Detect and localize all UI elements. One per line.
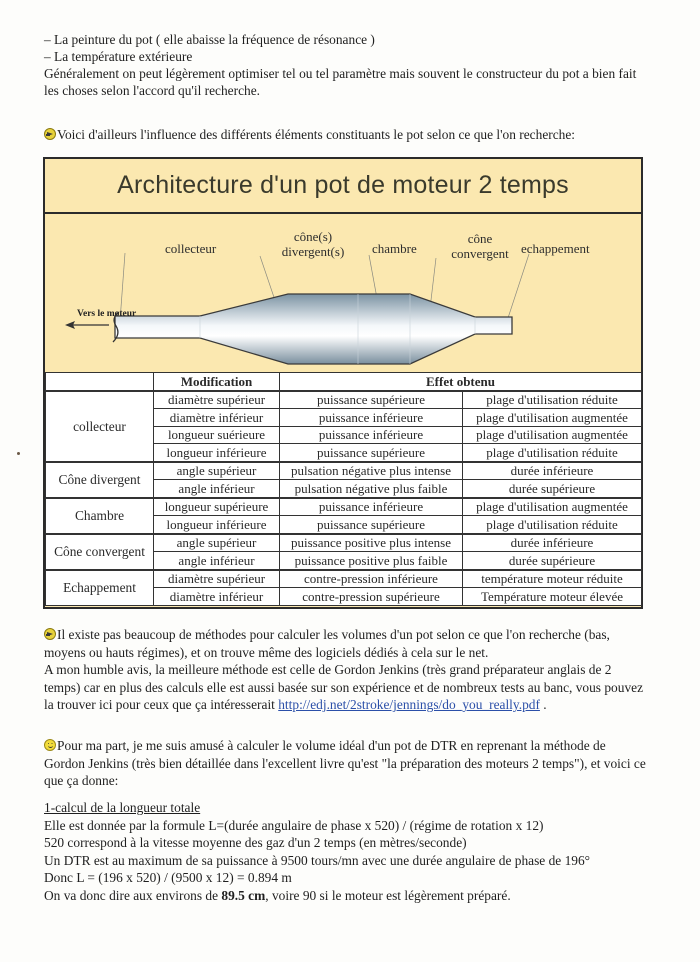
- effect-cell: pulsation négative plus faible: [280, 480, 463, 498]
- exhaust-pipe-diagram: [45, 214, 641, 372]
- modification-cell: longueur suérieure: [154, 426, 280, 444]
- modification-cell: longueur inférieure: [154, 516, 280, 534]
- calc-line-formula: Elle est donnée par la formule L=(durée angulaire de phase x 520) / (régime de rotation x 12): [44, 817, 544, 833]
- label-echappement: echappement: [521, 241, 590, 256]
- table-header-row: [46, 373, 642, 391]
- calc-line-result: Donc L = (196 x 520) / (9500 x 12) = 0.894 m: [44, 870, 292, 886]
- effect-cell: plage d'utilisation augmentée: [463, 426, 642, 444]
- effect-cell: puissance inférieure: [280, 409, 463, 427]
- table-row: [46, 391, 642, 409]
- modification-cell: longueur supérieure: [154, 498, 280, 516]
- dtr-line-2: Gordon Jenkins (très bien détaillée dans l'excellent livre qu'est "la préparation des moteurs 2 temps"), et voici ce: [44, 755, 646, 771]
- effect-cell: plage d'utilisation réduite: [463, 516, 642, 534]
- modification-cell: angle supérieur: [154, 534, 280, 552]
- calc-line-speed: 520 correspond à la vitesse moyenne des gaz d'un 2 temps (en mètres/seconde): [44, 835, 467, 851]
- calc-length-heading: 1-calcul de la longueur totale: [44, 800, 201, 815]
- element-cone-convergent: Cône convergent: [46, 534, 154, 570]
- modification-cell: longueur inférieure: [154, 444, 280, 462]
- modification-cell: diamètre inférieur: [154, 588, 280, 606]
- label-cones-divergents: cône(s) divergent(s): [281, 229, 345, 259]
- influence-intro: [44, 126, 575, 143]
- methods-line-4: temps) car en plus des calculs elle est aussi basée sur son expérience et de nombreux tests au banc, vous pouvez: [44, 679, 644, 695]
- element-chambre: Chambre: [46, 498, 154, 534]
- element-echappement: Echappement: [46, 570, 154, 606]
- effect-cell: puissance positive plus faible: [280, 552, 463, 570]
- effect-cell: plage d'utilisation augmentée: [463, 409, 642, 427]
- modification-cell: angle inférieur: [154, 552, 280, 570]
- modification-cell: angle inférieur: [154, 480, 280, 498]
- effect-cell: durée inférieure: [463, 534, 642, 552]
- dtr-section: [44, 737, 664, 790]
- modification-cell: diamètre supérieur: [154, 391, 280, 409]
- influence-table: [45, 372, 642, 606]
- intro-line-accord: les choses selon l'accord qu'il recherche.: [44, 83, 261, 98]
- label-vers-le-moteur: Vers le moteur: [77, 309, 137, 319]
- effect-cell: plage d'utilisation réduite: [463, 391, 642, 409]
- calc-length-value: 89.5 cm: [221, 887, 266, 903]
- effect-cell: température moteur réduite: [463, 570, 642, 588]
- exhaust-architecture-figure: [43, 157, 643, 609]
- dtr-line-1: Pour ma part, je me suis amusé à calculer le volume idéal d'un pot de DTR en reprenant la méthode de: [57, 738, 606, 753]
- figure-title: Architecture d'un pot de moteur 2 temps: [45, 159, 641, 214]
- methods-line-2: moyens ou hauts régimes), et on trouve même des logiciels dédiés à cela sur le net.: [44, 644, 489, 660]
- intro-line-optimisation: Généralement on peut légèrement optimiser tel ou tel paramètre mais souvent le constructeur du pot a bien fait: [44, 66, 637, 81]
- effect-cell: puissance inférieure: [280, 498, 463, 516]
- methods-section: Il existe pas beaucoup de méthodes pour calculer les volumes d'un pot selon ce que l'on recherche (bas, moyens ou hauts régimes), et on trouve même des logiciels dédiés à cela sur le net. A mon humble avis, la meilleure méthode est celle de Gordon Jenkins (très grand préparateur anglais de 2 temps) car en plus des calculs elle est aussi basée sur son expérience et de nombreux tests au banc, vous pouvez la trouver ici pour ceux que ça intéresserait http://edj.net/2stroke/jennings/do_you_really.pdf .: [44, 626, 664, 714]
- modification-cell: diamètre supérieur: [154, 570, 280, 588]
- table-row: [46, 570, 642, 588]
- calc-length-section: 1-calcul de la longueur totale Elle est donnée par la formule L=(durée angulaire de phase x 520) / (régime de rotation x 12) 520 correspond à la vitesse moyenne des gaz d'un 2 temps (en mètres/seconde) Un DTR est au maximum de sa puissance à 9500 tours/mn avec une durée angulaire de phase de 196° Donc L = (196 x 520) / (9500 x 12) = 0.894 m On va donc dire aux environs de 89.5 cm, voire 90 si le moteur est légèrement préparé.: [44, 799, 664, 905]
- arrow-right-circle-icon: [44, 628, 56, 640]
- label-chambre: chambre: [372, 241, 417, 256]
- modification-cell: diamètre inférieur: [154, 409, 280, 427]
- effect-cell: puissance supérieure: [280, 444, 463, 462]
- table-row: [46, 498, 642, 516]
- header-effet: Effet obtenu: [280, 373, 642, 391]
- dtr-line-3: que ça donne:: [44, 773, 119, 789]
- element-cone-divergent: Cône divergent: [46, 462, 154, 498]
- effect-cell: puissance positive plus intense: [280, 534, 463, 552]
- methods-line-1: Il existe pas beaucoup de méthodes pour calculer les volumes d'un pot selon ce que l'on recherche (bas,: [57, 627, 610, 642]
- calc-line-dtr: Un DTR est au maximum de sa puissance à 9500 tours/mn avec une durée angulaire de phase de 196°: [44, 852, 591, 868]
- effect-cell: pulsation négative plus intense: [280, 462, 463, 480]
- effect-cell: plage d'utilisation augmentée: [463, 498, 642, 516]
- methods-line-5: la trouver ici pour ceux que ça intéresserait: [44, 697, 279, 713]
- label-cone-convergent: cône convergent: [451, 231, 509, 261]
- arrow-right-circle-icon: [44, 128, 56, 140]
- effect-cell: durée supérieure: [463, 480, 642, 498]
- intro-line-paint: – La peinture du pot ( elle abaisse la fréquence de résonance ): [44, 32, 375, 47]
- effect-cell: durée inférieure: [463, 462, 642, 480]
- modification-cell: angle supérieur: [154, 462, 280, 480]
- intro-line-temperature: – La température extérieure: [44, 49, 193, 64]
- scan-dot: [17, 452, 20, 455]
- header-element: [46, 373, 154, 391]
- effect-cell: contre-pression inférieure: [280, 570, 463, 588]
- jennings-pdf-link[interactable]: http://edj.net/2stroke/jennings/do_you_really.pdf: [278, 697, 540, 713]
- table-row: [46, 534, 642, 552]
- effect-cell: Température moteur élevée: [463, 588, 642, 606]
- calc-line-conclusion: On va donc dire aux environs de: [44, 887, 222, 903]
- label-collecteur: collecteur: [165, 241, 217, 256]
- effect-cell: plage d'utilisation réduite: [463, 444, 642, 462]
- effect-cell: durée supérieure: [463, 552, 642, 570]
- table-row: [46, 462, 642, 480]
- effect-cell: puissance inférieure: [280, 426, 463, 444]
- smiley-icon: [44, 739, 56, 751]
- effect-cell: contre-pression supérieure: [280, 588, 463, 606]
- influence-intro-text: Voici d'ailleurs l'influence des différents éléments constituants le pot selon ce que l'on recherche:: [57, 127, 576, 142]
- element-collecteur: collecteur: [46, 391, 154, 462]
- effect-cell: puissance supérieure: [280, 516, 463, 534]
- methods-line-3: A mon humble avis, la meilleure méthode est celle de Gordon Jenkins (très grand préparateur anglais de 2: [44, 662, 612, 678]
- effect-cell: puissance supérieure: [280, 391, 463, 409]
- header-modification: Modification: [154, 373, 280, 391]
